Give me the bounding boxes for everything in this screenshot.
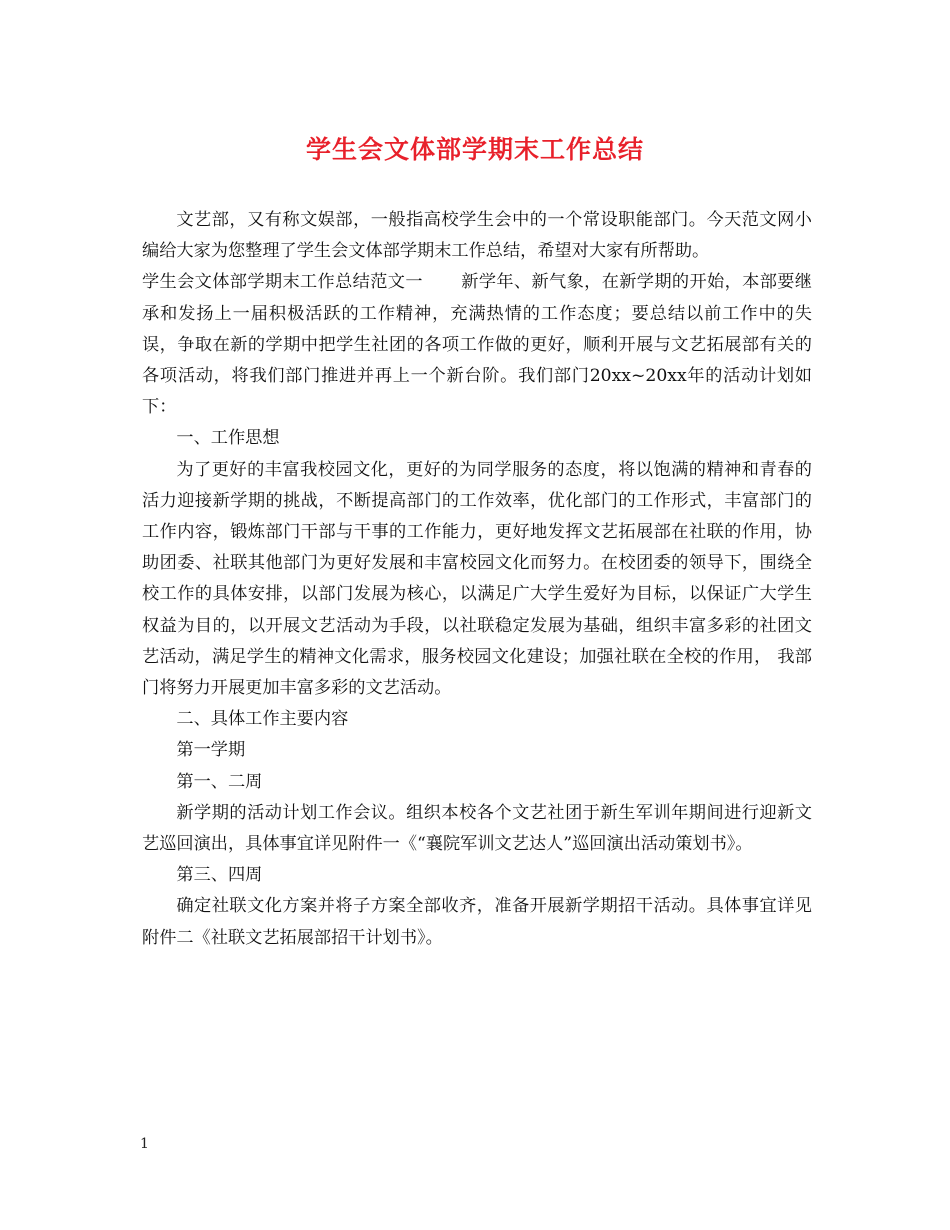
- intro-paragraph: 文艺部，又有称文娱部，一般指高校学生会中的一个常设职能部门。今天范文网小编给大家为您整理了学生会文体部学期末工作总结，希望对大家有所帮助。: [142, 210, 812, 262]
- sample-text: 新学年、新气象，在新学期的开始，本部要继承和发扬上一届积极活跃的工作精神，充满热情的工作态度；要总结以前工作中的失误，争取在新的学期中把学生社团的各项工作做的更好，顺利开展与文艺拓展部有关的各项活动，将我们部门推进并再上一个新台阶。我们部门20xx~20xx年的活动计划如下：: [142, 272, 812, 418]
- term-heading: 第一学期: [176, 740, 246, 761]
- sample-heading: 学生会文体部学期末工作总结范文一: [142, 272, 423, 293]
- document-title: 学生会文体部学期末工作总结: [305, 135, 644, 164]
- page-number: 1: [140, 1136, 149, 1152]
- section2-heading: 二、具体工作主要内容: [176, 709, 349, 730]
- document-body: [142, 205, 812, 954]
- week34-paragraph: 确定社联文化方案并将子方案全部收齐，准备开展新学期招干活动。具体事宜详见附件二《社联文艺拓展部招干计划书》。: [142, 896, 812, 948]
- week34-heading: 第三、四周: [176, 865, 263, 886]
- section1-paragraph: 为了更好的丰富我校园文化，更好的为同学服务的态度，将以饱满的精神和青春的活力迎接新学期的挑战，不断提高部门的工作效率，优化部门的工作形式，丰富部门的工作内容，锻炼部门干部与干事的工作能力，更好地发挥文艺拓展部在社联的作用，协助团委、社联其他部门为更好发展和丰富校园文化而努力。在校团委的领导下，围绕全校工作的具体安排，以部门发展为核心，以满足广大学生爱好为目标，以保证广大学生权益为目的，以开展文艺活动为手段，以社联稳定发展为基础，组织丰富多彩的社团文艺活动，满足学生的精神文化需求，服务校园文化建设；加强社联在全校的作用， 我部门将努力开展更加丰富多彩的文艺活动。: [142, 459, 812, 699]
- week12-paragraph: 新学期的活动计划工作会议。组织本校各个文艺社团于新生军训年期间进行迎新文艺巡回演出，具体事宜详见附件一《“襄院军训文艺达人”巡回演出活动策划书》。: [142, 802, 812, 855]
- section1-heading: 一、工作思想: [176, 428, 280, 449]
- week12-heading: 第一、二周: [176, 771, 263, 792]
- sample-paragraph: [142, 267, 812, 423]
